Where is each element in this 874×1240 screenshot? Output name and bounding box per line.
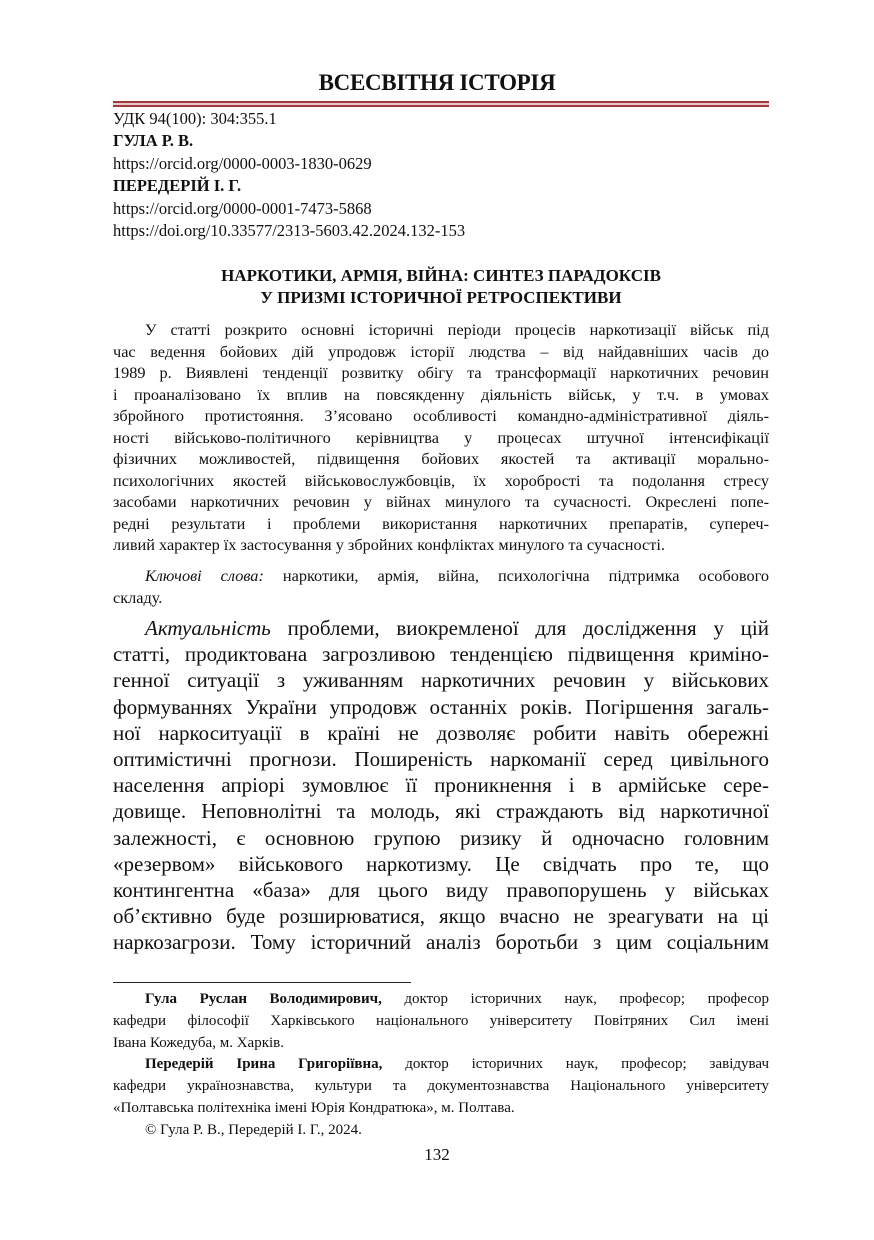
body-line: формуваннях України упродовж останніх років. Погіршення загаль- [113, 694, 769, 719]
abstract-line: час ведення бойових дій упродовж історії людства – від найдавніших часів до [113, 341, 769, 361]
page-number: 132 [424, 1145, 450, 1164]
keywords-text: складу. [113, 587, 163, 607]
body-text [113, 615, 769, 956]
footnote-author-name: Передерій Ірина Григоріївна, [145, 1056, 383, 1073]
body-lead-word: Актуальність [145, 616, 271, 640]
abstract-line: збройного протистояння. З’ясовано особливості командно-адміністративної діяль- [113, 406, 769, 425]
footnotes [113, 989, 769, 1142]
body-line: оптимістичні прогнози. Поширеність наркоманії серед цивільного [113, 747, 769, 772]
body-line: генної ситуації з уживанням наркотичних речовин у військових [113, 668, 769, 693]
abstract-line: і проаналізовано їх вплив на повсякденну діяльність військ, у т.ч. в умовах [113, 384, 769, 404]
keywords [113, 565, 769, 608]
orcid-link-1[interactable]: https://orcid.org/0000-0003-1830-0629 [113, 153, 372, 173]
footnote-text: кафедри українознавства, культури та документознавства Національного університету [113, 1078, 769, 1095]
body-line: населення апріорі зумовлює її проникнення і в армійське сере- [113, 773, 769, 798]
article-title-line: У ПРИЗМІ ІСТОРИЧНОЇ РЕТРОСПЕКТИВИ [260, 288, 622, 307]
article-title [113, 265, 769, 309]
footnote-divider [113, 982, 411, 983]
article-meta [113, 108, 465, 242]
body-line: довище. Неповнолітні та молодь, які страждають від наркотичної [113, 799, 769, 824]
udk-code: УДК 94(100): 304:355.1 [113, 109, 277, 128]
body-line: статті, продиктована загрозливою тенденцією підвищення криміно- [113, 642, 769, 667]
body-line: контингентна «база» для цього виду правопорушень у військах [113, 878, 769, 903]
author-1: ГУЛА Р. В. [113, 131, 194, 151]
body-line: наркозагрози. Тому історичний аналіз боротьби з цим соціальним [113, 930, 769, 955]
keywords-text: наркотики, армія, війна, психологічна підтримка особового [263, 566, 769, 585]
keywords-label: Ключові слова: [145, 566, 264, 585]
body-line: залежності, є основною групою ризику й одночасно головним [113, 825, 769, 850]
abstract-line: засобами наркотичних речовин у війнах минулого та сучасності. Окреслені попе- [113, 492, 769, 511]
abstract-line [113, 319, 769, 341]
abstract-line: ливий характер їх застосування у збройних конфліктах минулого та сучасності. [113, 535, 665, 554]
footnote-text: доктор історичних наук, професор; професор [381, 991, 769, 1007]
footnote-text: доктор історичних наук, професор; завідувач [382, 1056, 769, 1073]
abstract-line: психологічних якостей військовослужбовців, їх хоробрості та подолання стресу [113, 470, 769, 490]
abstract-line-text: У статті розкрито основні історичні періоди процесів наркотизації військ під [145, 320, 769, 339]
abstract-line: ності військово-політичного керівництва у процесах штучної інтенсифікації [113, 427, 769, 447]
doi-link[interactable]: https://doi.org/10.33577/2313-5603.42.2024.132-153 [113, 221, 466, 241]
orcid-link-2[interactable]: https://orcid.org/0000-0001-7473-5868 [113, 198, 372, 218]
footnote-text: кафедри філософії Харківського національного університету Повітряних Сил імені [113, 1012, 769, 1029]
abstract-line: 1989 р. Виявлені тенденції розвитку обігу та трансформації наркотичних речовин [113, 363, 769, 382]
abstract-line: фізичних можливостей, підвищення бойових якостей та активації морально- [113, 449, 769, 468]
footnote-text: Івана Кожедуба, м. Харків. [113, 1034, 284, 1051]
article-title-line: НАРКОТИКИ, АРМІЯ, ВІЙНА: СИНТЕЗ ПАРАДОКСІВ [221, 266, 661, 285]
author-2: ПЕРЕДЕРІЙ І. Г. [113, 176, 242, 196]
header-rule [113, 101, 769, 107]
footnote-author-name: Гула Руслан Володимирович, [145, 991, 382, 1007]
abstract-line: редні результати і проблеми використання наркотичних препаратів, супереч- [113, 513, 769, 533]
body-line: «резервом» військового наркотизму. Це свідчать про те, що [113, 851, 769, 876]
footnote-text: «Полтавська політехніка імені Юрія Кондратюка», м. Полтава. [113, 1099, 515, 1116]
section-title: ВСЕСВІТНЯ ІСТОРІЯ [318, 70, 556, 95]
abstract [113, 319, 769, 556]
body-line: ної наркоситуації в країні не дозволяє робити навіть обережні [113, 720, 769, 745]
body-line: проблеми, виокремленої для дослідження у цій [270, 616, 769, 640]
body-line: об’єктивно буде розширюватися, якщо вчасно не зреагувати на ці [113, 904, 769, 929]
copyright: © Гула Р. В., Передерій І. Г., 2024. [145, 1121, 362, 1138]
